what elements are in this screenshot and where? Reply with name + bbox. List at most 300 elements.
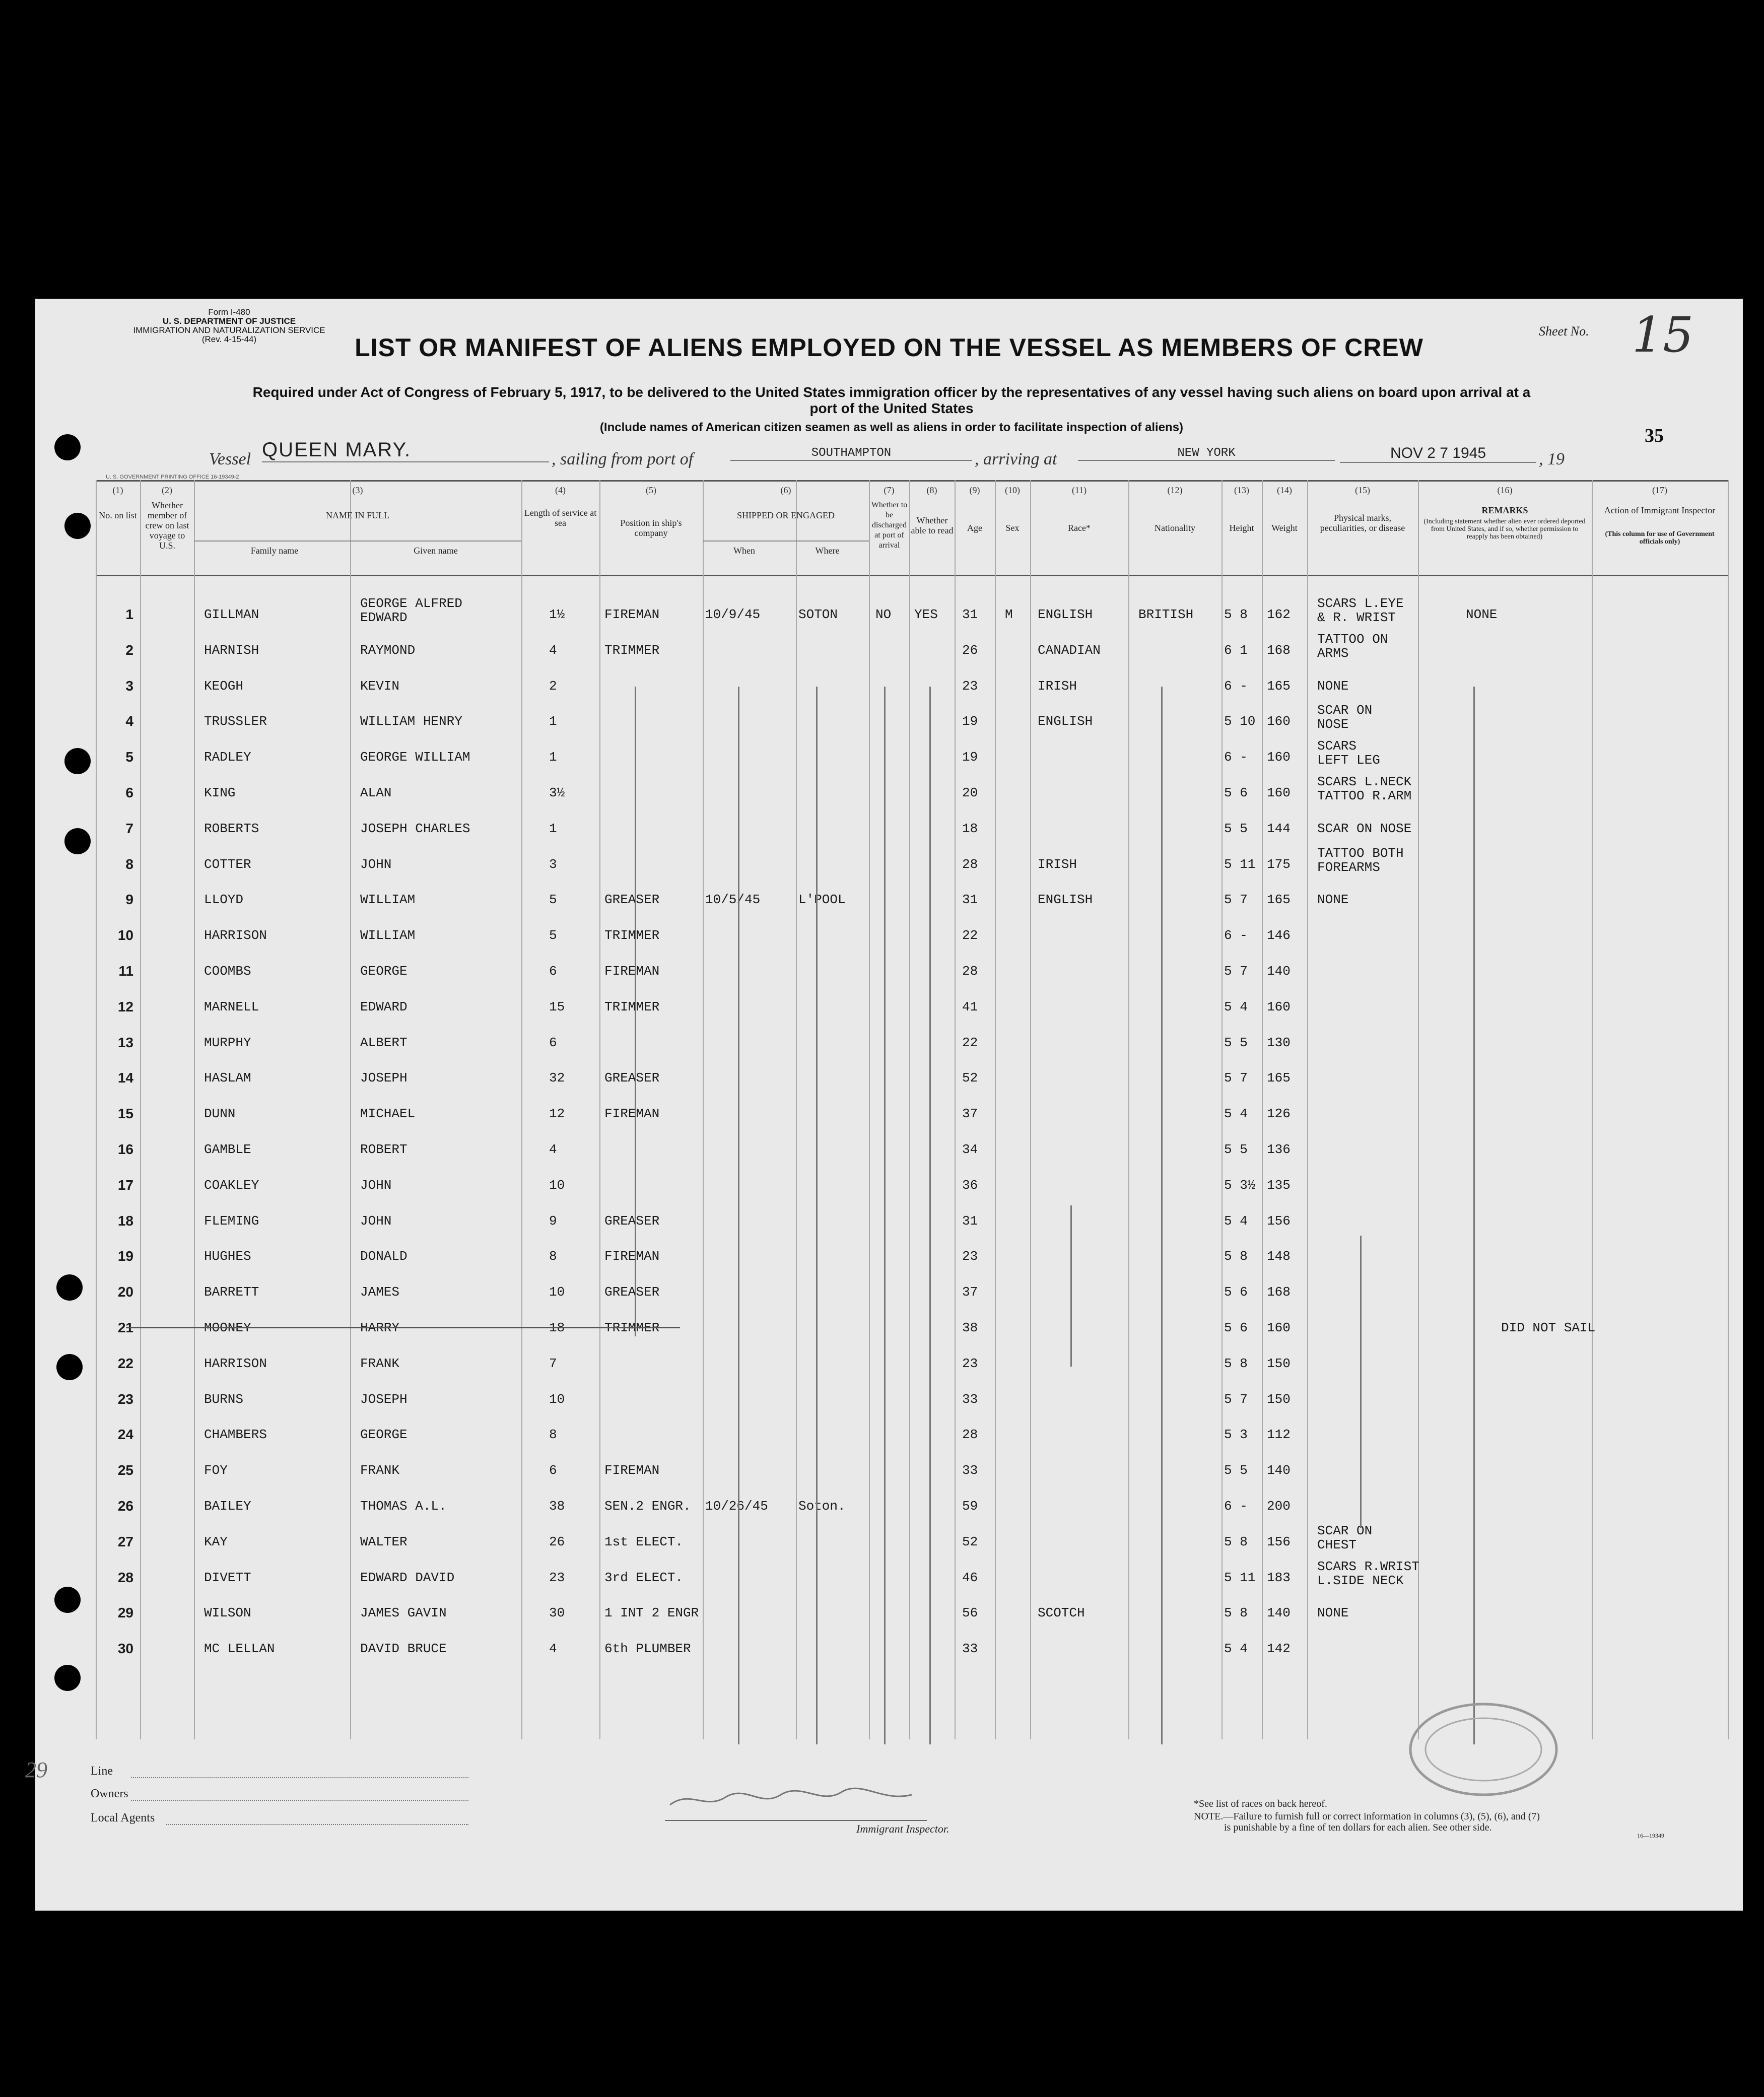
cell-age: 28: [962, 1427, 978, 1443]
cell-height: 5 7: [1224, 1391, 1248, 1407]
cell-height: 5 8: [1224, 1249, 1248, 1264]
cell-race: IRISH: [1038, 856, 1077, 872]
table-row: [96, 889, 1728, 919]
cell-weight: 168: [1267, 1284, 1291, 1300]
cell-weight: 160: [1267, 1320, 1291, 1335]
cell-service: 2: [549, 678, 557, 694]
cell-no: 19: [117, 1248, 133, 1264]
cell-weight: 150: [1267, 1356, 1291, 1371]
cell-service: 1: [549, 821, 557, 836]
col-num-9: (9): [969, 485, 980, 495]
punch-hole: [54, 1587, 81, 1613]
printing-office-note: U. S. GOVERNMENT PRINTING OFFICE 16-19349-2: [106, 474, 239, 480]
year-label: , 19: [1539, 450, 1565, 468]
cell-height: 5 6: [1224, 1320, 1248, 1335]
page-number: 35: [1645, 425, 1664, 446]
cell-service: 8: [549, 1427, 557, 1443]
cell-age: 38: [962, 1320, 978, 1335]
cell-age: 22: [962, 928, 978, 943]
cell-weight: 160: [1267, 785, 1291, 800]
col-num-13: (13): [1234, 485, 1249, 495]
cell-age: 22: [962, 1035, 978, 1050]
cell-family: BURNS: [204, 1391, 244, 1407]
table-row: [96, 1352, 1728, 1383]
cell-given: EDWARD: [360, 999, 408, 1014]
cell-age: 26: [962, 642, 978, 658]
cell-service: 6: [549, 1463, 557, 1478]
cell-family: BAILEY: [204, 1499, 251, 1514]
cell-given: GEORGE WILLIAM: [360, 750, 470, 765]
cell-age: 41: [962, 999, 978, 1014]
footer-line-label: Line: [91, 1765, 113, 1778]
table-row: [96, 1638, 1728, 1668]
cell-service: 10: [549, 1177, 565, 1193]
margin-mark: 29: [25, 1757, 47, 1782]
cell-weight: 140: [1267, 1463, 1291, 1478]
cell-given: EDWARD DAVID: [360, 1570, 455, 1585]
cell-position: GREASER: [604, 1213, 660, 1229]
col-num-1: (1): [112, 485, 123, 495]
department-name: U. S. DEPARTMENT OF JUSTICE: [162, 316, 296, 326]
cell-age: 19: [962, 714, 978, 729]
cell-family: MURPHY: [204, 1035, 251, 1050]
form-number: Form I-480: [208, 307, 250, 317]
cell-when: 10/26/45: [705, 1499, 768, 1514]
cell-service: 4: [549, 642, 557, 658]
cell-family: FOY: [204, 1463, 228, 1478]
cell-service: 10: [549, 1284, 565, 1300]
cell-where: L'POOL: [798, 892, 846, 908]
cell-service: 18: [549, 1320, 565, 1335]
cell-given: WALTER: [360, 1534, 408, 1549]
cell-no: 11: [118, 963, 133, 979]
cell-marks-line2: LEFT LEG: [1317, 753, 1380, 768]
cell-height: 5 5: [1224, 1142, 1248, 1157]
cell-age: 31: [962, 607, 978, 622]
col-head-marks: Physical marks, peculiarities, or disease: [1320, 513, 1405, 533]
cell-discharged: NO: [875, 607, 892, 622]
cell-weight: 156: [1267, 1213, 1291, 1229]
cell-no: 26: [117, 1498, 133, 1514]
col-head-weight: Weight: [1271, 523, 1298, 533]
service-name: IMMIGRATION AND NATURALIZATION SERVICE: [133, 325, 325, 335]
table-row: [96, 996, 1728, 1026]
col-head-remarks-note: (Including statement whether alien ever ordered deported from United States, and if so, whether permission to reapply has been obtained): [1423, 518, 1586, 540]
col-num-14: (14): [1277, 485, 1292, 495]
cell-given: DAVID BRUCE: [360, 1641, 447, 1657]
cell-where: SOTON: [798, 607, 838, 622]
cell-no: 12: [117, 998, 133, 1014]
cell-service: 6: [549, 1035, 557, 1050]
col-head-service: Length of service at sea: [524, 508, 597, 528]
cell-position: GREASER: [604, 892, 660, 908]
cell-service: 9: [549, 1213, 557, 1229]
cell-weight: 160: [1267, 999, 1291, 1014]
port-of-arrival: NEW YORK: [1078, 446, 1335, 461]
cell-no: 22: [117, 1355, 133, 1371]
cell-height: 6 -: [1224, 678, 1248, 694]
manifest-sheet: [25, 299, 1743, 1911]
cell-no: 30: [117, 1641, 133, 1657]
inspector-signature-icon: [660, 1785, 942, 1815]
cell-weight: 165: [1267, 1070, 1291, 1086]
col-head-sex: Sex: [1005, 523, 1020, 533]
cell-no: 28: [117, 1569, 133, 1585]
cell-age: 52: [962, 1534, 978, 1549]
cell-position: 1 INT 2 ENGR: [604, 1605, 699, 1621]
cell-given: THOMAS A.L.: [360, 1499, 447, 1514]
port-of-departure: SOUTHAMPTON: [730, 446, 972, 461]
footer-form-code: 16—19349: [1637, 1832, 1664, 1839]
cell-family: COOMBS: [204, 964, 251, 979]
cell-no: 7: [125, 820, 133, 836]
cell-family: WILSON: [204, 1605, 251, 1621]
cell-weight: 135: [1267, 1177, 1291, 1193]
cell-weight: 165: [1267, 678, 1291, 694]
table-row: [96, 1138, 1728, 1169]
footer-owners-label: Owners: [91, 1787, 128, 1800]
cell-age: 46: [962, 1570, 978, 1585]
col-num-11: (11): [1071, 485, 1087, 495]
cell-given: JOHN: [360, 1213, 392, 1229]
cell-no: 8: [125, 856, 133, 872]
cell-service: 15: [549, 999, 565, 1014]
col-num-4: (4): [555, 485, 566, 495]
table-row: [96, 1459, 1728, 1490]
cell-age: 33: [962, 1391, 978, 1407]
arrival-date: NOV 2 7 1945: [1340, 445, 1536, 463]
cell-service: 3: [549, 856, 557, 872]
cell-marks-line2: TATTOO R.ARM: [1317, 788, 1412, 803]
cell-position: FIREMAN: [604, 964, 660, 979]
cell-marks: SCARS: [1317, 738, 1357, 754]
col-head-action: Action of Immigrant Inspector: [1604, 505, 1716, 515]
cell-given: WILLIAM HENRY: [360, 714, 462, 729]
table-row: [96, 631, 1728, 669]
cell-no: 21: [117, 1320, 133, 1335]
cell-height: 5 10: [1224, 714, 1256, 729]
cell-weight: 160: [1267, 750, 1291, 765]
cell-given: GEORGE: [360, 1427, 408, 1443]
cell-position: 3rd ELECT.: [604, 1570, 684, 1585]
table-row: [96, 1174, 1728, 1204]
table-row: [96, 1388, 1728, 1418]
cell-given: JOSEPH: [360, 1070, 408, 1086]
cell-age: 59: [962, 1499, 978, 1514]
table-row: [96, 1103, 1728, 1133]
failure-note-2: is punishable by a fine of ten dollars for each alien. See other side.: [1224, 1822, 1492, 1833]
cell-family: TRUSSLER: [204, 714, 267, 729]
cell-no: 13: [117, 1034, 133, 1050]
col-head-shipped: SHIPPED OR ENGAGED: [736, 510, 835, 520]
cell-age: 20: [962, 785, 978, 800]
cell-family: MARNELL: [204, 999, 259, 1014]
col-head-age: Age: [967, 523, 982, 533]
cell-no: 23: [117, 1391, 133, 1407]
table-row: [96, 1281, 1728, 1311]
punch-hole: [54, 1665, 81, 1691]
cell-height: 6 -: [1224, 750, 1248, 765]
cell-service: 6: [549, 964, 557, 979]
cell-service: 8: [549, 1249, 557, 1264]
table-row: [96, 924, 1728, 955]
col-num-10: (10): [1005, 485, 1020, 495]
cell-weight: 165: [1267, 892, 1291, 908]
cell-marks: TATTOO ON: [1317, 631, 1388, 647]
cell-weight: 130: [1267, 1035, 1291, 1050]
table-row: [96, 1559, 1728, 1597]
table-row: [96, 845, 1728, 884]
cell-family: KAY: [204, 1534, 228, 1549]
col-num-15: (15): [1355, 485, 1370, 495]
cell-remarks: NONE: [1466, 607, 1498, 622]
cell-given: KEVIN: [360, 678, 400, 694]
cell-no: 4: [125, 713, 133, 729]
table-row: [96, 1245, 1728, 1275]
cell-position: FIREMAN: [604, 1249, 660, 1264]
cell-family: GILLMAN: [204, 607, 259, 622]
cell-service: 32: [549, 1070, 565, 1086]
sheet-number-value: 15: [1632, 307, 1694, 363]
cell-height: 5 5: [1224, 821, 1248, 836]
cell-height: 5 4: [1224, 1106, 1248, 1122]
cell-height: 5 4: [1224, 999, 1248, 1014]
cell-service: 5: [549, 892, 557, 908]
cell-no: 3: [125, 678, 133, 694]
cell-when: 10/9/45: [705, 607, 761, 622]
footer-agents-label: Local Agents: [91, 1811, 155, 1824]
requirement-note: (Include names of American citizen seamen as well as aliens in order to facilitate inspection of aliens): [599, 421, 1184, 434]
cell-weight: 150: [1267, 1391, 1291, 1407]
cell-given: JOHN: [360, 1177, 392, 1193]
col-head-position: Position in ship's company: [620, 518, 682, 538]
cell-age: 18: [962, 821, 978, 836]
cell-age: 33: [962, 1641, 978, 1657]
cell-height: 5 8: [1224, 1534, 1248, 1549]
cell-given: GEORGE ALFRED: [360, 596, 462, 611]
cell-given: JAMES GAVIN: [360, 1605, 447, 1621]
cell-family: KING: [204, 785, 236, 800]
cell-height: 5 7: [1224, 892, 1248, 908]
cell-family: MOONEY: [204, 1320, 251, 1335]
cell-age: 23: [962, 678, 978, 694]
col-head-no: No. on list: [99, 510, 137, 520]
table-row: [96, 1067, 1728, 1097]
cell-family: COAKLEY: [204, 1177, 259, 1193]
cell-family: GAMBLE: [204, 1142, 251, 1157]
cell-age: 33: [962, 1463, 978, 1478]
cell-marks-line2: L.SIDE NECK: [1317, 1573, 1404, 1588]
cell-height: 5 8: [1224, 1605, 1248, 1621]
cell-service: 30: [549, 1605, 565, 1621]
cell-given: HARRY: [360, 1320, 400, 1335]
cell-weight: 148: [1267, 1249, 1291, 1264]
cell-given: FRANK: [360, 1356, 400, 1371]
cell-family: HARRISON: [204, 928, 267, 943]
cell-height: 5 7: [1224, 964, 1248, 979]
cell-given: JOSEPH CHARLES: [360, 821, 470, 836]
punch-hole: [54, 434, 81, 460]
cell-given: WILLIAM: [360, 928, 416, 943]
table-row: [96, 1495, 1728, 1525]
cell-family: FLEMING: [204, 1213, 259, 1229]
cell-no: 29: [117, 1605, 133, 1621]
cell-position: FIREMAN: [604, 1463, 660, 1478]
cell-given: FRANK: [360, 1463, 400, 1478]
cell-height: 5 3: [1224, 1427, 1248, 1443]
cell-height: 6 1: [1224, 642, 1248, 658]
requirement-line-1: Required under Act of Congress of February 5, 1917, to be delivered to the United States immigration officer by the representatives of any vessel having such aliens on board upon arrival at a: [252, 384, 1531, 400]
table-row: [96, 1523, 1728, 1561]
table-row: [96, 1602, 1728, 1632]
table-row: [96, 1317, 1728, 1347]
strike-through-line: [126, 1327, 680, 1328]
col-head-crew-last-voyage: Whether member of crew on last voyage to U.S.: [145, 500, 189, 551]
cell-position: SEN.2 ENGR.: [604, 1499, 691, 1514]
cell-position: FIREMAN: [604, 1106, 660, 1122]
cell-marks-line2: FOREARMS: [1317, 859, 1380, 875]
sheet-number-label: Sheet No.: [1539, 324, 1589, 339]
col-head-race: Race*: [1068, 523, 1091, 533]
cell-read: YES: [914, 607, 938, 622]
cell-position: TRIMMER: [604, 928, 660, 943]
cell-given: MICHAEL: [360, 1106, 416, 1122]
cell-height: 5 8: [1224, 607, 1248, 622]
col-head-remarks: REMARKS: [1481, 505, 1528, 515]
cell-family: CHAMBERS: [204, 1427, 267, 1443]
cell-no: 9: [125, 892, 133, 908]
table-row: [96, 1424, 1728, 1454]
cell-given: GEORGE: [360, 964, 408, 979]
cell-given: JOSEPH: [360, 1391, 408, 1407]
cell-no: 2: [125, 642, 133, 658]
cell-height: 5 5: [1224, 1463, 1248, 1478]
cell-marks-line2: NOSE: [1317, 717, 1349, 732]
table-row: [96, 818, 1728, 848]
col-num-3: (3): [352, 485, 363, 495]
cell-family: COTTER: [204, 856, 251, 872]
cell-position: GREASER: [604, 1284, 660, 1300]
cell-weight: 175: [1267, 856, 1291, 872]
cell-height: 5 6: [1224, 1284, 1248, 1300]
col-head-read: Whether able to read: [911, 515, 954, 535]
cell-marks: SCAR ON: [1317, 1523, 1373, 1538]
cell-weight: 140: [1267, 1605, 1291, 1621]
cell-height: 5 11: [1224, 1570, 1256, 1585]
cell-position: 1st ELECT.: [604, 1534, 684, 1549]
cell-weight: 183: [1267, 1570, 1291, 1585]
cell-service: 12: [549, 1106, 565, 1122]
cell-height: 5 4: [1224, 1213, 1248, 1229]
cell-given: RAYMOND: [360, 642, 416, 658]
col-num-16: (16): [1497, 485, 1513, 495]
cell-height: 6 -: [1224, 928, 1248, 943]
vessel-label: Vessel: [209, 450, 251, 468]
cell-weight: 160: [1267, 714, 1291, 729]
table-row: [96, 1032, 1728, 1062]
cell-age: 37: [962, 1106, 978, 1122]
punch-hole: [64, 748, 91, 774]
table-row: [96, 675, 1728, 705]
punch-hole: [56, 1354, 83, 1380]
cell-given-line2: EDWARD: [360, 610, 408, 625]
cell-service: 10: [549, 1391, 565, 1407]
cell-no: 6: [125, 785, 133, 800]
cell-height: 5 11: [1224, 856, 1256, 872]
cell-age: 56: [962, 1605, 978, 1621]
requirement-line-2: port of the United States: [809, 400, 974, 416]
table-row: [96, 596, 1728, 634]
cell-no: 27: [117, 1533, 133, 1549]
col-num-6: (6): [780, 485, 791, 495]
sailing-label: , sailing from port of: [552, 450, 694, 468]
cell-no: 20: [117, 1284, 133, 1300]
table-row: [96, 738, 1728, 776]
cell-family: HARRISON: [204, 1356, 267, 1371]
cell-age: 37: [962, 1284, 978, 1300]
cell-given: ALBERT: [360, 1035, 408, 1050]
cell-age: 31: [962, 1213, 978, 1229]
cell-no: 24: [117, 1427, 133, 1443]
table-row: [96, 774, 1728, 812]
cell-height: 5 3½: [1224, 1177, 1256, 1193]
cell-position: TRIMMER: [604, 999, 660, 1014]
cell-given: ROBERT: [360, 1142, 408, 1157]
col-head-family: Family name: [250, 546, 299, 556]
col-head-height: Height: [1229, 523, 1254, 533]
arriving-label: , arriving at: [975, 450, 1057, 468]
cell-given: ALAN: [360, 785, 392, 800]
cell-race: ENGLISH: [1038, 607, 1093, 622]
cell-marks: SCARS R.WRIST: [1317, 1559, 1419, 1574]
cell-weight: 162: [1267, 607, 1291, 622]
cell-height: 5 4: [1224, 1641, 1248, 1657]
cell-service: 23: [549, 1570, 565, 1585]
cell-family: BARRETT: [204, 1284, 259, 1300]
punch-hole: [64, 513, 91, 539]
col-head-action-note: (This column for use of Government officials only): [1605, 530, 1715, 546]
cell-where: Soton.: [798, 1499, 846, 1514]
cell-weight: 146: [1267, 928, 1291, 943]
cell-service: 1: [549, 714, 557, 729]
failure-note-1: NOTE.—Failure to furnish full or correct information in columns (3), (5), (6), and (7): [1194, 1811, 1540, 1822]
stamp-seal-icon: [1405, 1699, 1562, 1800]
table-row: [96, 960, 1728, 990]
cell-weight: 144: [1267, 821, 1291, 836]
cell-weight: 142: [1267, 1641, 1291, 1657]
cell-race: CANADIAN: [1038, 642, 1101, 658]
cell-marks: SCARS L.EYE: [1317, 596, 1404, 611]
cell-age: 52: [962, 1070, 978, 1086]
cell-marks: NONE: [1317, 678, 1349, 694]
crew-table: [96, 480, 1728, 1739]
cell-no: 5: [125, 749, 133, 765]
cell-family: HARNISH: [204, 642, 259, 658]
cell-service: 3½: [549, 785, 565, 800]
cell-marks-line2: & R. WRIST: [1317, 610, 1396, 625]
cell-marks: SCARS L.NECK: [1317, 774, 1412, 789]
cell-sex: M: [1005, 607, 1013, 622]
cell-family: ROBERTS: [204, 821, 259, 836]
cell-age: 28: [962, 964, 978, 979]
cell-family: HUGHES: [204, 1249, 251, 1264]
cell-race: SCOTCH: [1038, 1605, 1085, 1621]
inspector-label: Immigrant Inspector.: [856, 1822, 949, 1835]
cell-height: 6 -: [1224, 1499, 1248, 1514]
col-head-discharged: Whether to be discharged at port of arrival: [871, 501, 908, 550]
cell-no: 17: [117, 1177, 133, 1193]
cell-weight: 200: [1267, 1499, 1291, 1514]
